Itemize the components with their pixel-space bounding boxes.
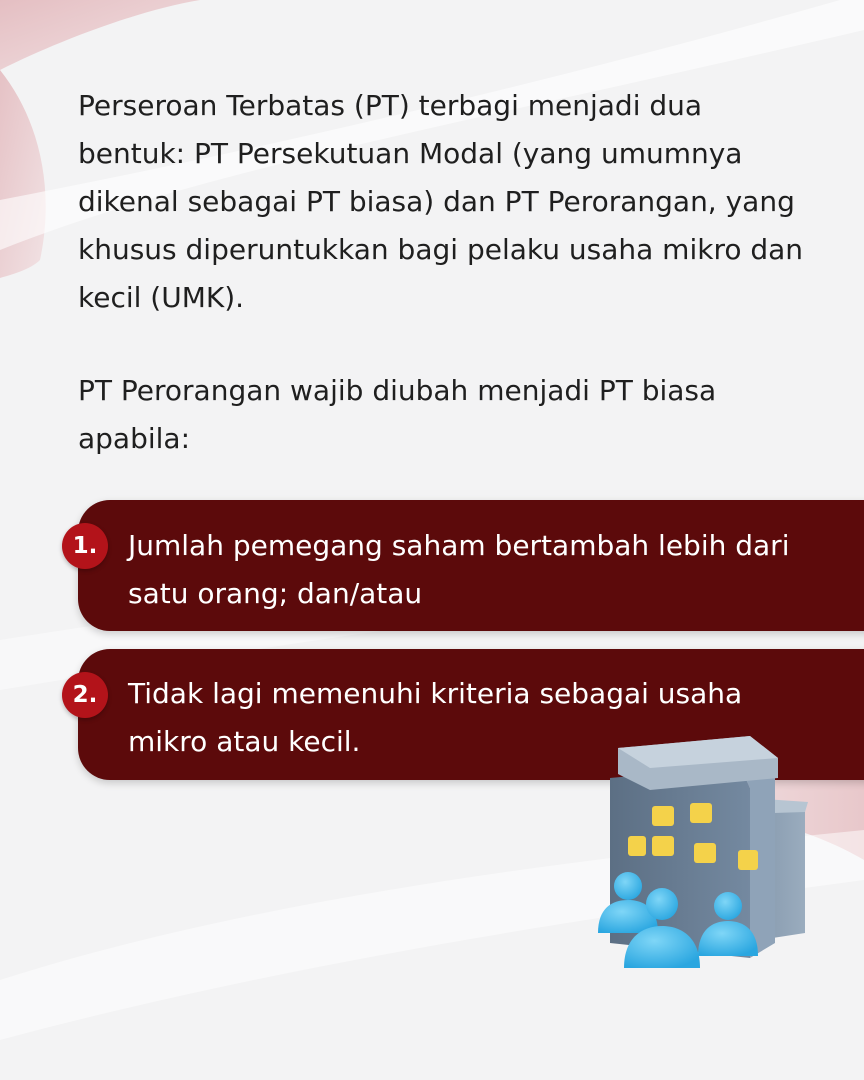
intro-paragraph-2: PT Perorangan wajib diubah menjadi PT biasa apabila:: [78, 374, 717, 455]
list-item-text-2: Tidak lagi memenuhi kriteria sebagai usaha mikro atau kecil.: [128, 677, 743, 758]
list-item-number-1: 1.: [62, 523, 108, 569]
list-item-text-1: Jumlah pemegang saham bertambah lebih dari satu orang; dan/atau: [128, 529, 790, 610]
building-with-people-icon: [590, 728, 830, 988]
list-item-number-2: 2.: [62, 672, 108, 718]
intro-paragraph-1: Perseroan Terbatas (PT) terbagi menjadi dua bentuk: PT Persekutuan Modal (yang umumnya dikenal sebagai PT biasa) dan PT Perorangan, yang khusus diperuntukkan bagi pelaku usaha mikro dan kecil (UMK).: [78, 89, 804, 314]
